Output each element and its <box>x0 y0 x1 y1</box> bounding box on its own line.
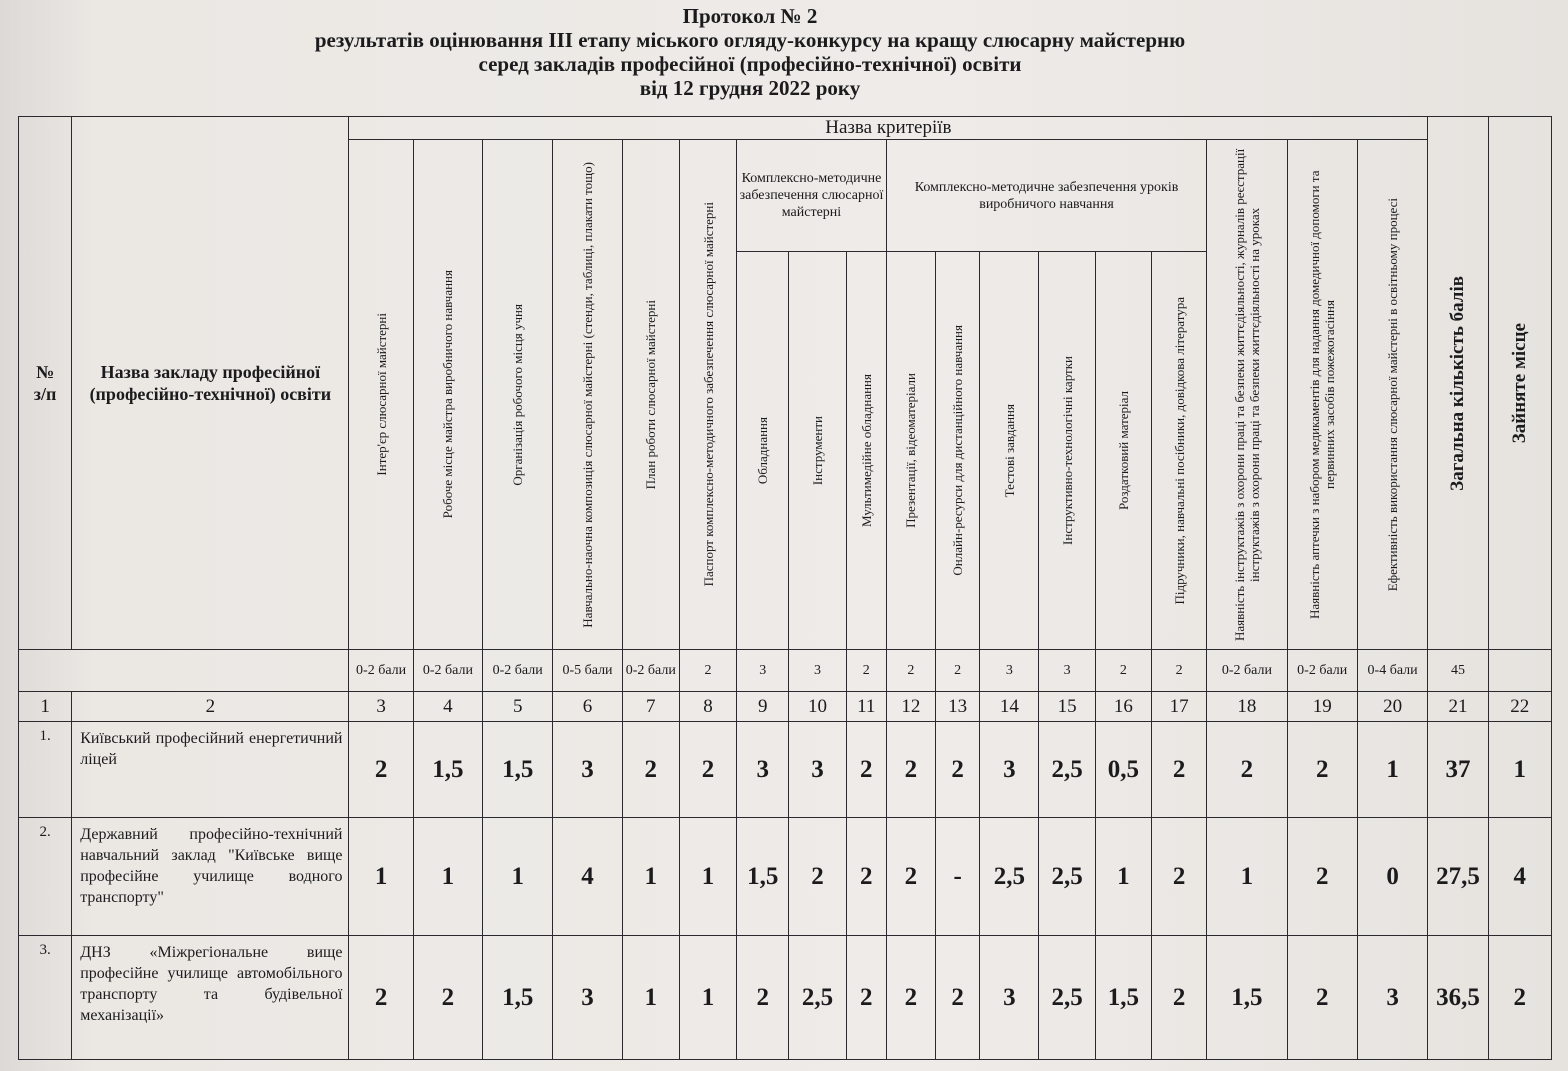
max-score-cell: 0-2 бали <box>413 650 482 692</box>
column-number: 5 <box>483 692 553 722</box>
column-number: 13 <box>936 692 980 722</box>
score-cell: 0,5 <box>1095 722 1151 818</box>
score-cell: 2 <box>846 818 886 936</box>
column-number: 18 <box>1207 692 1287 722</box>
score-cell: 2,5 <box>1039 722 1095 818</box>
score-cell: 2 <box>886 722 935 818</box>
score-cell: 2 <box>1151 936 1206 1060</box>
score-cell: 1 <box>679 818 736 936</box>
criterion-header-3: Організація робочого місця учня <box>483 140 553 650</box>
criterion-header-14: Роздатковий матеріал <box>1095 252 1151 650</box>
column-number: 14 <box>980 692 1039 722</box>
max-score-cell: 2 <box>1095 650 1151 692</box>
column-number: 20 <box>1357 692 1427 722</box>
score-cell: 2 <box>413 936 482 1060</box>
institution-name: Державний професійно-технічний навчальний заклад "Київське вище професійне училище водного транспорту" <box>72 818 349 936</box>
score-cell: 1,5 <box>413 722 482 818</box>
max-score-cell: 0-2 бали <box>483 650 553 692</box>
criterion-header-6: Паспорт комплексно-методичного забезпечення слюсарної майстерні <box>679 140 736 650</box>
total-header: Загальна кількість балів <box>1428 117 1488 650</box>
column-number: 4 <box>413 692 482 722</box>
score-cell: 1 <box>622 818 679 936</box>
results-table <box>18 116 1552 1060</box>
score-cell: 1 <box>1207 818 1287 936</box>
column-number: 10 <box>789 692 846 722</box>
protocol-date: від 12 грудня 2022 року <box>639 76 861 100</box>
column-number: 9 <box>737 692 789 722</box>
score-cell: 3 <box>980 722 1039 818</box>
score-cell: 0 <box>1357 818 1427 936</box>
score-cell: 1,5 <box>1207 936 1287 1060</box>
place-header: Зайняте місце <box>1488 117 1551 650</box>
criterion-header-16: Наявність інструктажів з охорони праці та безпеки життєдіяльності, журналів реєстрації інструктажів з охорони праці та безпеки життєдіяльності на уроках <box>1207 140 1287 650</box>
score-cell: 1 <box>1357 722 1427 818</box>
row-index: 3. <box>19 936 72 1060</box>
score-cell: 1,5 <box>737 818 789 936</box>
table-row <box>19 722 1552 818</box>
score-cell: 2 <box>846 722 886 818</box>
score-cell: 2,5 <box>1039 818 1095 936</box>
max-score-cell: 2 <box>1151 650 1206 692</box>
score-cell: 3 <box>553 722 622 818</box>
max-score-cell: 2 <box>846 650 886 692</box>
score-cell: 1 <box>483 818 553 936</box>
criterion-header-4: Навчально-наочна композиція слюсарної майстерні (стенди, таблиці, плакати тощо) <box>553 140 622 650</box>
score-cell: 2 <box>1207 722 1287 818</box>
column-number: 22 <box>1488 692 1551 722</box>
criterion-header-11: Онлайн-ресурси для дистанційного навчання <box>936 252 980 650</box>
score-cell: 1 <box>622 936 679 1060</box>
max-score-cell <box>1488 650 1551 692</box>
criterion-header-2: Робоче місце майстра виробничого навчання <box>413 140 482 650</box>
score-cell: 1,5 <box>483 936 553 1060</box>
protocol-header <box>0 4 1500 100</box>
score-cell: 1 <box>1095 818 1151 936</box>
table-row <box>19 818 1552 936</box>
place-value: 4 <box>1488 818 1551 936</box>
column-number: 8 <box>679 692 736 722</box>
protocol-title: Протокол № 2 <box>682 4 818 28</box>
column-number: 19 <box>1287 692 1357 722</box>
criterion-header-1: Інтер'єр слюсарної майстерні <box>349 140 413 650</box>
criterion-header-13: Інструктивно-технологічні картки <box>1039 252 1095 650</box>
institution-name: Київський професійний енергетичний ліцей <box>72 722 349 818</box>
max-score-cell: 3 <box>789 650 846 692</box>
total-score: 27,5 <box>1428 818 1488 936</box>
criterion-header-5: План роботи слюсарної майстерні <box>622 140 679 650</box>
score-cell: 1,5 <box>483 722 553 818</box>
criterion-header-17: Наявність аптечки з набором медикаментів для надання домедичної допомоги та первинних засобів пожежогасіння <box>1287 140 1357 650</box>
col-name-header: Назва закладу професійної (професійно-технічної) освіти <box>72 117 349 650</box>
column-number: 15 <box>1039 692 1095 722</box>
criterion-header-12: Тестові завдання <box>980 252 1039 650</box>
max-score-cell: 0-2 бали <box>622 650 679 692</box>
column-number: 17 <box>1151 692 1206 722</box>
score-cell: 1 <box>679 936 736 1060</box>
score-cell: 1,5 <box>1095 936 1151 1060</box>
criterion-header-8: Інструменти <box>789 252 846 650</box>
score-cell: 2 <box>1151 818 1206 936</box>
max-score-cell: 3 <box>980 650 1039 692</box>
row-index: 1. <box>19 722 72 818</box>
column-number: 7 <box>622 692 679 722</box>
score-cell: 3 <box>1357 936 1427 1060</box>
score-cell: 2 <box>846 936 886 1060</box>
group-header-lessons: Комплексно-методичне забезпечення уроків виробничого навчання <box>886 140 1206 252</box>
max-score-cell: 2 <box>886 650 935 692</box>
table-row <box>19 936 1552 1060</box>
score-cell: 2 <box>936 722 980 818</box>
protocol-subtitle-2: серед закладів професійної (професійно-технічної) освіти <box>478 52 1022 76</box>
score-cell: 2 <box>886 936 935 1060</box>
score-cell: 3 <box>553 936 622 1060</box>
score-cell: 2 <box>1151 722 1206 818</box>
score-cell: 2 <box>1287 818 1357 936</box>
criteria-title: Назва критеріїв <box>349 117 1428 140</box>
score-cell: 2 <box>349 722 413 818</box>
score-cell: 2 <box>737 936 789 1060</box>
place-value: 1 <box>1488 722 1551 818</box>
score-cell: 2 <box>1287 722 1357 818</box>
score-cell: 2,5 <box>789 936 846 1060</box>
max-score-cell: 0-2 бали <box>349 650 413 692</box>
score-cell: 2 <box>936 936 980 1060</box>
column-number: 6 <box>553 692 622 722</box>
score-cell: 2 <box>349 936 413 1060</box>
max-score-cell: 0-2 бали <box>1207 650 1287 692</box>
group-header-workshop: Комплексно-методичне забезпечення слюсарної майстерні <box>737 140 887 252</box>
score-cell: 4 <box>553 818 622 936</box>
column-number: 12 <box>886 692 935 722</box>
max-score-blank <box>19 650 349 692</box>
criterion-header-10: Презентації, відеоматеріали <box>886 252 935 650</box>
max-score-cell: 3 <box>1039 650 1095 692</box>
criterion-header-18: Ефективність використання слюсарної майстерні в освітньому процесі <box>1357 140 1427 650</box>
max-score-cell: 2 <box>936 650 980 692</box>
score-cell: 2 <box>679 722 736 818</box>
max-score-cell: 2 <box>679 650 736 692</box>
total-score: 37 <box>1428 722 1488 818</box>
column-number: 21 <box>1428 692 1488 722</box>
column-number: 1 <box>19 692 72 722</box>
criterion-header-7: Обладнання <box>737 252 789 650</box>
score-cell: 2 <box>622 722 679 818</box>
max-score-cell: 0-4 бали <box>1357 650 1427 692</box>
score-cell: - <box>936 818 980 936</box>
column-number: 16 <box>1095 692 1151 722</box>
column-number: 11 <box>846 692 886 722</box>
max-score-cell: 0-5 бали <box>553 650 622 692</box>
score-cell: 1 <box>349 818 413 936</box>
column-number: 2 <box>72 692 349 722</box>
score-cell: 2,5 <box>1039 936 1095 1060</box>
score-cell: 2,5 <box>980 818 1039 936</box>
score-cell: 1 <box>413 818 482 936</box>
criterion-header-9: Мультимедійне обладнання <box>846 252 886 650</box>
row-index: 2. <box>19 818 72 936</box>
score-cell: 2 <box>1287 936 1357 1060</box>
score-cell: 3 <box>789 722 846 818</box>
max-score-cell: 3 <box>737 650 789 692</box>
total-score: 36,5 <box>1428 936 1488 1060</box>
institution-name: ДНЗ «Міжрегіональне вище професійне училище автомобільного транспорту та будівельної механізації» <box>72 936 349 1060</box>
max-score-cell: 45 <box>1428 650 1488 692</box>
max-score-cell: 0-2 бали <box>1287 650 1357 692</box>
score-cell: 2 <box>789 818 846 936</box>
criterion-header-15: Підручники, навчальні посібники, довідкова література <box>1151 252 1206 650</box>
place-value: 2 <box>1488 936 1551 1060</box>
score-cell: 2 <box>886 818 935 936</box>
score-cell: 3 <box>737 722 789 818</box>
col-num-header: № з/п <box>19 117 72 650</box>
column-number: 3 <box>349 692 413 722</box>
protocol-subtitle: результатів оцінювання ІІІ етапу міського огляду-конкурсу на кращу слюсарну майстерню <box>314 28 1186 52</box>
score-cell: 3 <box>980 936 1039 1060</box>
